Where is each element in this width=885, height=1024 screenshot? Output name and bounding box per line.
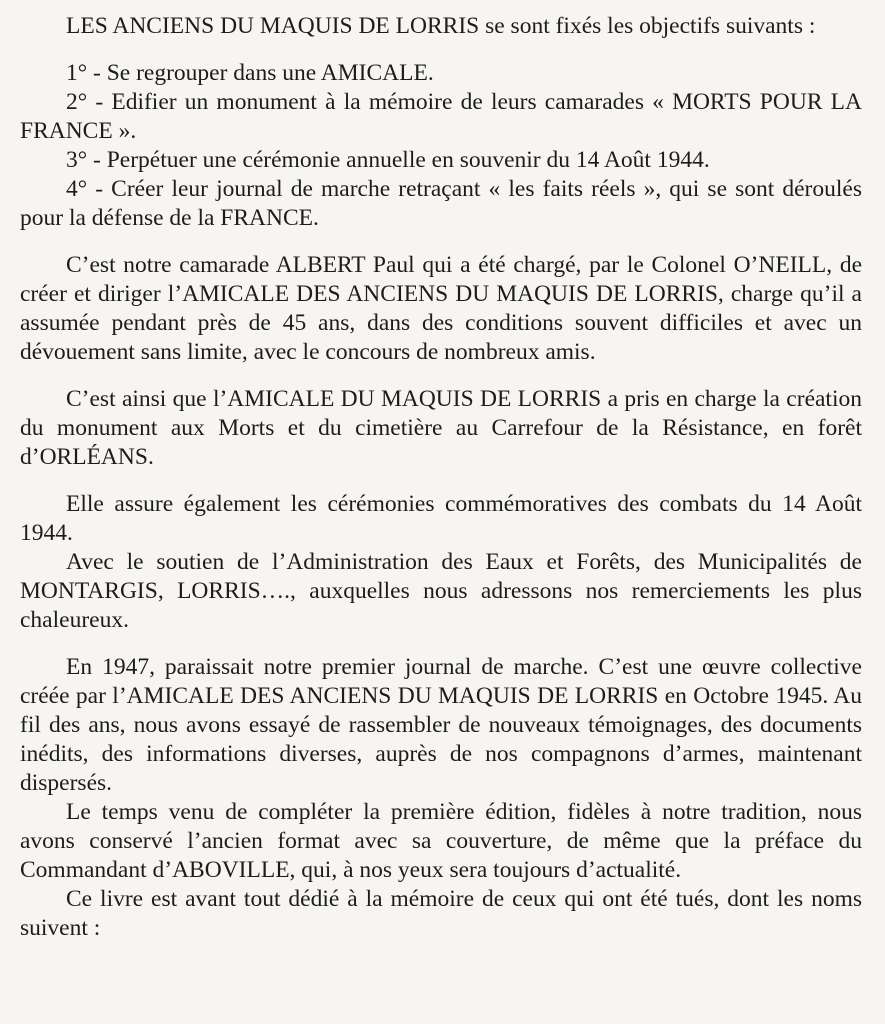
paragraph-objective-3: 3° - Perpétuer une cérémonie annuelle en souvenir du 14 Août 1944. xyxy=(66,147,710,173)
paragraph-objective-4: 4° - Créer leur journal de marche retraçant « les faits réels », qui se sont déroulés pour la défense de la FRANCE. xyxy=(20,176,862,231)
paragraph-objectives-intro: LES ANCIENS DU MAQUIS DE LORRIS se sont fixés les objectifs suivants : xyxy=(66,13,816,39)
paragraph-dedication: Ce livre est avant tout dédié à la mémoire de ceux qui ont été tués, dont les noms suivent : xyxy=(20,886,862,941)
paragraph-second-edition: Le temps venu de compléter la première édition, fidèles à notre tradition, nous avons conservé l’ancien format avec sa couverture, de même que la préface du Commandant d’ABOVILLE, qui, à nos yeux sera toujours d’actualité. xyxy=(20,799,862,883)
paragraph-monument: C’est ainsi que l’AMICALE DU MAQUIS DE LORRIS a pris en charge la création du monument aux Morts et du cimetière au Carrefour de la Résistance, en forêt d’ORLÉANS. xyxy=(20,386,862,470)
paragraph-albert-paul: C’est notre camarade ALBERT Paul qui a été chargé, par le Colonel O’NEILL, de créer et diriger l’AMICALE DES ANCIENS DU MAQUIS DE LORRIS, charge qu’il a assumée pendant près de 45 ans, dans des conditions souvent difficiles et avec un dévouement sans limite, avec le concours de nombreux amis. xyxy=(20,252,862,365)
document-page xyxy=(20,0,862,1024)
paragraph-objective-2: 2° - Edifier un monument à la mémoire de leurs camarades « MORTS POUR LA FRANCE ». xyxy=(20,89,862,144)
paragraph-journal-1947: En 1947, paraissait notre premier journal de marche. C’est une œuvre collective créée par l’AMICALE DES ANCIENS DU MAQUIS DE LORRIS en Octobre 1945. Au fil des ans, nous avons essayé de rassembler de nouveaux témoignages, des documents inédits, des informations diverses, auprès de nos compagnons d’armes, maintenant dispersés. xyxy=(20,654,862,796)
paragraph-ceremonies: Elle assure également les cérémonies commémoratives des combats du 14 Août 1944. xyxy=(20,491,862,546)
paragraph-objective-1: 1° - Se regrouper dans une AMICALE. xyxy=(66,60,434,86)
paragraph-support: Avec le soutien de l’Administration des Eaux et Forêts, des Municipalités de MONTARGIS, LORRIS…., auxquelles nous adressons nos remerciements les plus chaleureux. xyxy=(20,549,862,633)
